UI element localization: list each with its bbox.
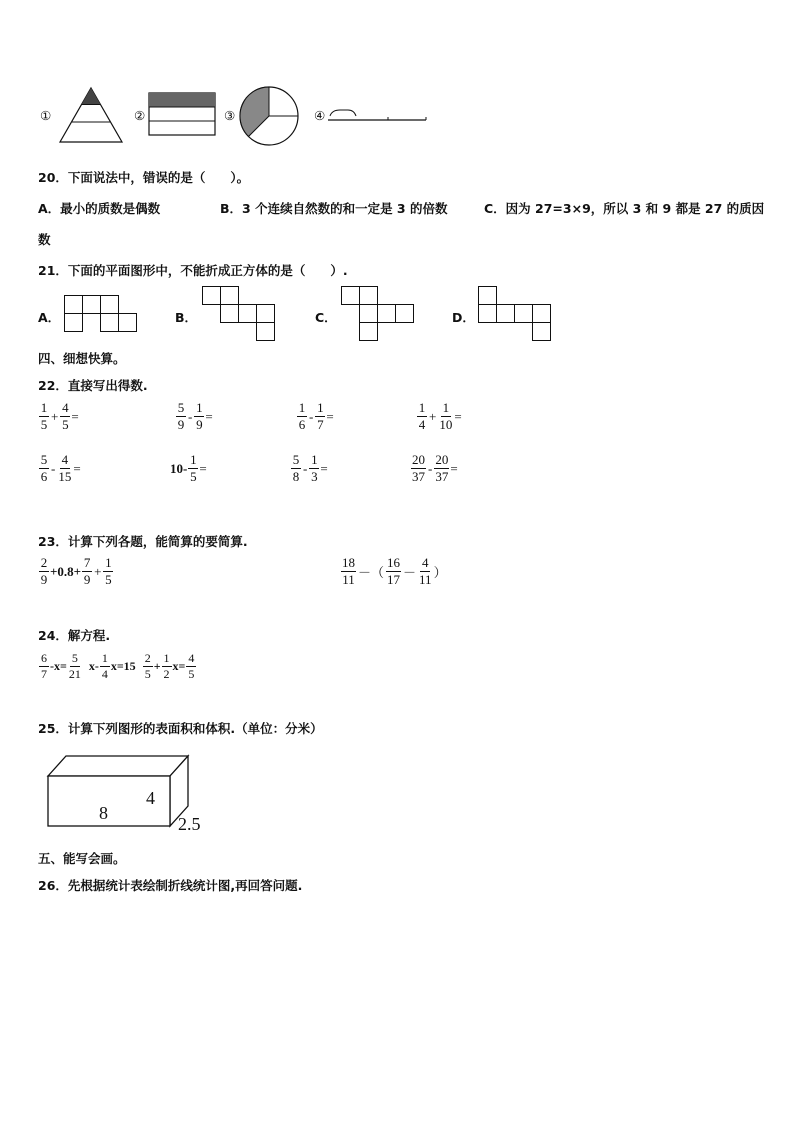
- question-26-stem: 26．先根据统计表绘制折线统计图,再回答问题.: [38, 878, 303, 893]
- figure-mark-2: ②: [134, 108, 146, 123]
- circle-figure: [238, 85, 300, 147]
- question-23-stem: 23．计算下列各题，能简算的要简算.: [38, 534, 248, 549]
- cuboid-height-label: 4: [146, 788, 155, 808]
- question-20-option-a: A．最小的质数是偶数: [38, 201, 161, 216]
- q22-item-1: $\frac{1}{5}$ + $\frac{4}{5}$ =: [40, 400, 79, 433]
- option-a-label: A．: [38, 310, 61, 325]
- question-21-stem: 21．下面的平面图形中，不能折成正方体的是（ ）.: [38, 263, 348, 278]
- q22-item-7: $\frac{5}{8}$ - $\frac{1}{3}$ =: [292, 452, 328, 485]
- figures-row: [36, 80, 436, 150]
- section-4-heading: 四、细想快算。: [38, 351, 126, 366]
- q23-expression-2: $\frac{18}{11}$ －（ $\frac{16}{17}$ － $\frac{4}{11}$ ）: [342, 555, 447, 588]
- cuboid-length-label: 8: [99, 803, 108, 823]
- q22-item-5: $\frac{5}{6}$ - $\frac{4}{15}$ =: [40, 452, 81, 485]
- figure-mark-1: ①: [40, 108, 52, 123]
- q22-item-3: $\frac{1}{6}$ - $\frac{1}{7}$ =: [298, 400, 334, 433]
- option-b-label: B．: [175, 310, 198, 325]
- question-20-option-b: B．3 个连续自然数的和一定是 3 的倍数: [220, 201, 448, 216]
- question-22-stem: 22．直接写出得数.: [38, 378, 148, 393]
- q23-expression-1: $\frac{2}{9}$ +0.8+ $\frac{7}{9}$ + $\frac{1}{5}$: [40, 555, 112, 588]
- q22-item-6: 10- $\frac{1}{5}$ =: [170, 452, 207, 485]
- cuboid-depth-label: 2.5: [178, 814, 201, 834]
- figure-mark-4: ④: [314, 108, 326, 123]
- figure-mark-3: ③: [224, 108, 236, 123]
- question-20-option-c: C．因为 27=3×9，所以 3 和 9 都是 27 的质因: [484, 201, 765, 216]
- question-25-stem: 25．计算下列图形的表面积和体积.（单位：分米）: [38, 721, 323, 736]
- q22-item-8: $\frac{20}{37}$ - $\frac{20}{37}$ =: [412, 452, 458, 485]
- section-5-heading: 五、能写会画。: [38, 851, 126, 866]
- question-24-stem: 24．解方程.: [38, 628, 111, 643]
- q24-equations: $\frac{6}{7}$ -x= $\frac{5}{21}$ x- $\frac{1}{4}$ x=15 $\frac{2}{5}$ + $\frac{1}{2}$ x= $\frac{4}{5}$: [41, 651, 195, 682]
- q22-item-4: $\frac{1}{4}$ + $\frac{1}{10}$ =: [418, 400, 462, 433]
- option-c-label: C．: [315, 310, 337, 325]
- question-20-stem: 20．下面说法中，错误的是（ ）。: [38, 170, 250, 185]
- question-20-option-c-continued: 数: [38, 232, 51, 247]
- rectangle-figure: [148, 92, 218, 138]
- triangle-figure: [58, 86, 124, 144]
- option-d-label: D．: [452, 310, 475, 325]
- q22-item-2: $\frac{5}{9}$ - $\frac{1}{9}$ =: [177, 400, 213, 433]
- line-segment-figure: [326, 106, 430, 126]
